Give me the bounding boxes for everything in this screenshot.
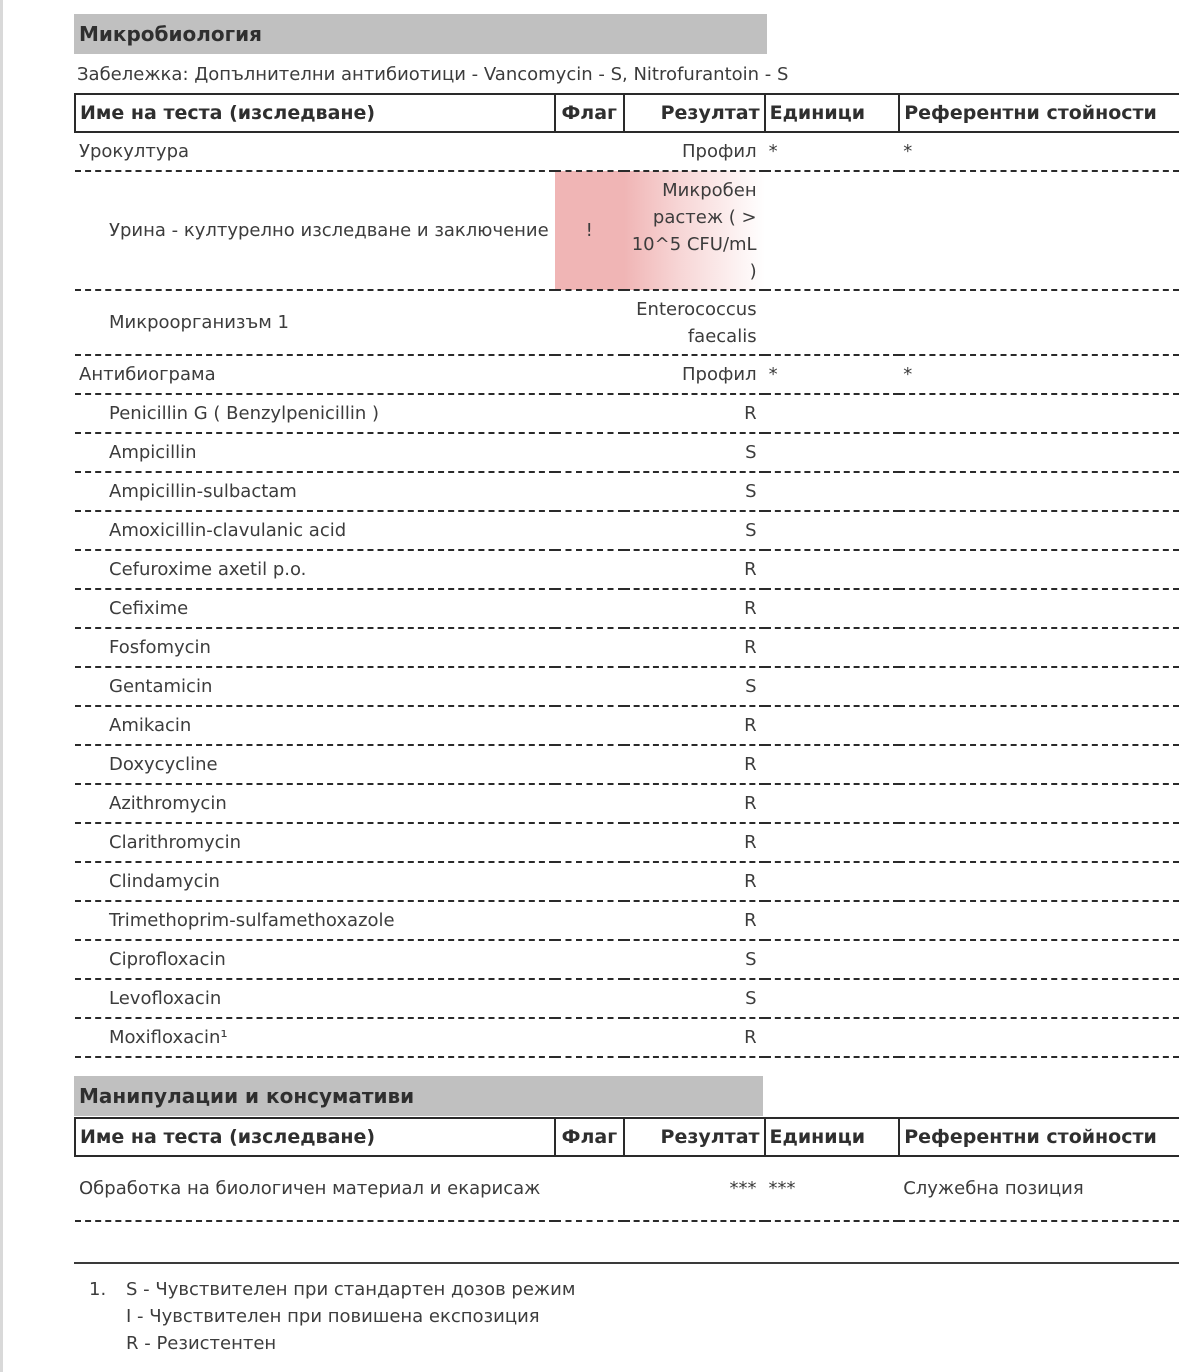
antibiotic-name: Fosfomycin (75, 628, 555, 667)
section-title-manipulations: Манипулации и консумативи (74, 1076, 763, 1116)
antibiotic-name: Azithromycin (75, 784, 555, 823)
reference-cell (899, 823, 1179, 862)
table-row-antibiotic (75, 979, 1179, 1018)
header-result: Резултат (624, 1118, 765, 1156)
susceptibility-result: R (624, 862, 765, 901)
units-cell (765, 706, 900, 745)
units-cell (765, 628, 900, 667)
test-name: Антибиограма (75, 355, 555, 394)
test-name: Микроорганизъм 1 (75, 290, 555, 355)
susceptibility-result: S (624, 667, 765, 706)
reference-cell (899, 511, 1179, 550)
reference-cell (899, 667, 1179, 706)
table-row-antibiotic (75, 589, 1179, 628)
table-row-antibiotic (75, 472, 1179, 511)
microbiology-table (74, 93, 1179, 1058)
reference-cell (899, 171, 1179, 290)
header-flag: Флаг (555, 94, 624, 132)
reference-cell (899, 901, 1179, 940)
footnote-text: I - Чувствителен при повишена експозиция (126, 1306, 540, 1327)
flag-cell (555, 979, 624, 1018)
header-reference: Референтни стойности (899, 1118, 1179, 1156)
units-cell (765, 394, 900, 433)
test-name: Обработка на биологичен материал и екарисаж (75, 1156, 555, 1221)
table-row-antibiotic (75, 511, 1179, 550)
table-row-antibiotic (75, 940, 1179, 979)
units-cell (765, 290, 900, 355)
flag-cell (555, 940, 624, 979)
header-test-name: Име на теста (изследване) (75, 1118, 555, 1156)
table-header-row (75, 94, 1179, 132)
reference-cell (899, 979, 1179, 1018)
footnotes (89, 1276, 575, 1357)
table-row-antibiotic (75, 667, 1179, 706)
flag-cell (555, 862, 624, 901)
table-row-antibiotic (75, 433, 1179, 472)
susceptibility-result: S (624, 979, 765, 1018)
table-row-antibiotic (75, 1018, 1179, 1057)
table-row-urine-exam (75, 171, 1179, 290)
units-cell (765, 979, 900, 1018)
susceptibility-result: S (624, 472, 765, 511)
test-name: Урокултура (75, 132, 555, 171)
table-row-antibiotic (75, 394, 1179, 433)
header-test-name: Име на теста (изследване) (75, 94, 555, 132)
header-flag: Флаг (555, 1118, 624, 1156)
page-edge (0, 0, 3, 1372)
flag-cell (555, 1018, 624, 1057)
flag-cell (555, 784, 624, 823)
flag-cell (555, 511, 624, 550)
reference-cell (899, 940, 1179, 979)
units-cell (765, 550, 900, 589)
flag-cell (555, 628, 624, 667)
units-cell: *** (765, 1156, 900, 1221)
susceptibility-result: S (624, 511, 765, 550)
reference-cell: * (899, 132, 1179, 171)
flag-cell (555, 394, 624, 433)
flag-cell (555, 667, 624, 706)
units-cell (765, 745, 900, 784)
table-row-antibiotic (75, 823, 1179, 862)
reference-cell (899, 1018, 1179, 1057)
units-cell (765, 862, 900, 901)
antibiotic-name: Amikacin (75, 706, 555, 745)
susceptibility-result: R (624, 901, 765, 940)
reference-cell: Служебна позиция (899, 1156, 1179, 1221)
table-row-antibiotic (75, 550, 1179, 589)
header-result: Резултат (624, 94, 765, 132)
units-cell (765, 433, 900, 472)
units-cell (765, 667, 900, 706)
flag-cell (555, 472, 624, 511)
reference-cell (899, 550, 1179, 589)
section-title-microbiology: Микробиология (74, 14, 767, 54)
antibiotic-name: Ciprofloxacin (75, 940, 555, 979)
table-row-microorganism (75, 290, 1179, 355)
flag-cell (555, 355, 624, 394)
reference-cell (899, 628, 1179, 667)
reference-cell (899, 589, 1179, 628)
antibiotic-name: Penicillin G ( Benzylpenicillin ) (75, 394, 555, 433)
flag-cell (555, 290, 624, 355)
units-cell (765, 940, 900, 979)
footnote-line (89, 1276, 575, 1303)
antibiotic-name: Amoxicillin-clavulanic acid (75, 511, 555, 550)
reference-cell (899, 784, 1179, 823)
units-cell: * (765, 355, 900, 394)
flag-cell (555, 132, 624, 171)
table-row-antibiotic (75, 706, 1179, 745)
result-cell: Профил (624, 355, 765, 394)
reference-cell (899, 706, 1179, 745)
table-row-antibiotic (75, 745, 1179, 784)
flag-cell (555, 433, 624, 472)
header-units: Единици (765, 1118, 900, 1156)
susceptibility-result: R (624, 628, 765, 667)
abnormal-flag: ! (555, 171, 624, 290)
antibiotic-name: Doxycycline (75, 745, 555, 784)
additional-antibiotics-note: Забележка: Допълнителни антибиотици - Vancomycin - S, Nitrofurantoin - S (77, 64, 789, 85)
susceptibility-result: R (624, 823, 765, 862)
units-cell (765, 901, 900, 940)
antibiotic-name: Clarithromycin (75, 823, 555, 862)
flag-cell (555, 1156, 624, 1221)
table-row-antibiotic (75, 862, 1179, 901)
susceptibility-result: S (624, 940, 765, 979)
flag-cell (555, 706, 624, 745)
header-reference: Референтни стойности (899, 94, 1179, 132)
antibiotic-name: Cefixime (75, 589, 555, 628)
reference-cell (899, 745, 1179, 784)
units-cell (765, 823, 900, 862)
flag-cell (555, 823, 624, 862)
susceptibility-result: R (624, 1018, 765, 1057)
table-row-antibiotic (75, 901, 1179, 940)
footnote-divider (74, 1262, 1179, 1264)
units-cell (765, 472, 900, 511)
susceptibility-result: R (624, 394, 765, 433)
reference-cell (899, 862, 1179, 901)
antibiotic-name: Moxifloxacin¹ (75, 1018, 555, 1057)
units-cell (765, 511, 900, 550)
antibiotic-name: Cefuroxime axetil p.o. (75, 550, 555, 589)
flag-cell (555, 589, 624, 628)
table-row-antibiogram (75, 355, 1179, 394)
susceptibility-result: R (624, 589, 765, 628)
units-cell: * (765, 132, 900, 171)
susceptibility-result: S (624, 433, 765, 472)
table-row-urine-culture (75, 132, 1179, 171)
table-header-row (75, 1118, 1179, 1156)
susceptibility-result: R (624, 745, 765, 784)
footnote-text: R - Резистентен (126, 1333, 277, 1354)
susceptibility-result: R (624, 706, 765, 745)
reference-cell: * (899, 355, 1179, 394)
susceptibility-result: R (624, 784, 765, 823)
result-cell: *** (624, 1156, 765, 1221)
footnote-number: 1. (89, 1279, 107, 1300)
result-cell: Enterococcus faecalis (624, 290, 765, 355)
test-name: Урина - културелно изследване и заключение (75, 171, 555, 290)
antibiotic-name: Trimethoprim-sulfamethoxazole (75, 901, 555, 940)
units-cell (765, 784, 900, 823)
units-cell (765, 171, 900, 290)
manipulations-table (74, 1117, 1179, 1222)
header-units: Единици (765, 94, 900, 132)
result-cell: Профил (624, 132, 765, 171)
antibiotic-name: Clindamycin (75, 862, 555, 901)
antibiotic-name: Ampicillin (75, 433, 555, 472)
units-cell (765, 1018, 900, 1057)
reference-cell (899, 433, 1179, 472)
antibiotic-name: Levofloxacin (75, 979, 555, 1018)
flag-cell (555, 745, 624, 784)
reference-cell (899, 290, 1179, 355)
footnote-text: S - Чувствителен при стандартен дозов режим (126, 1279, 576, 1300)
units-cell (765, 589, 900, 628)
antibiotic-name: Ampicillin-sulbactam (75, 472, 555, 511)
table-row-antibiotic (75, 784, 1179, 823)
reference-cell (899, 394, 1179, 433)
table-row-antibiotic (75, 628, 1179, 667)
reference-cell (899, 472, 1179, 511)
result-cell: Микробен растеж ( > 10^5 CFU/mL ) (624, 171, 765, 290)
susceptibility-result: R (624, 550, 765, 589)
flag-cell (555, 901, 624, 940)
antibiotic-name: Gentamicin (75, 667, 555, 706)
flag-cell (555, 550, 624, 589)
table-row (75, 1156, 1179, 1221)
